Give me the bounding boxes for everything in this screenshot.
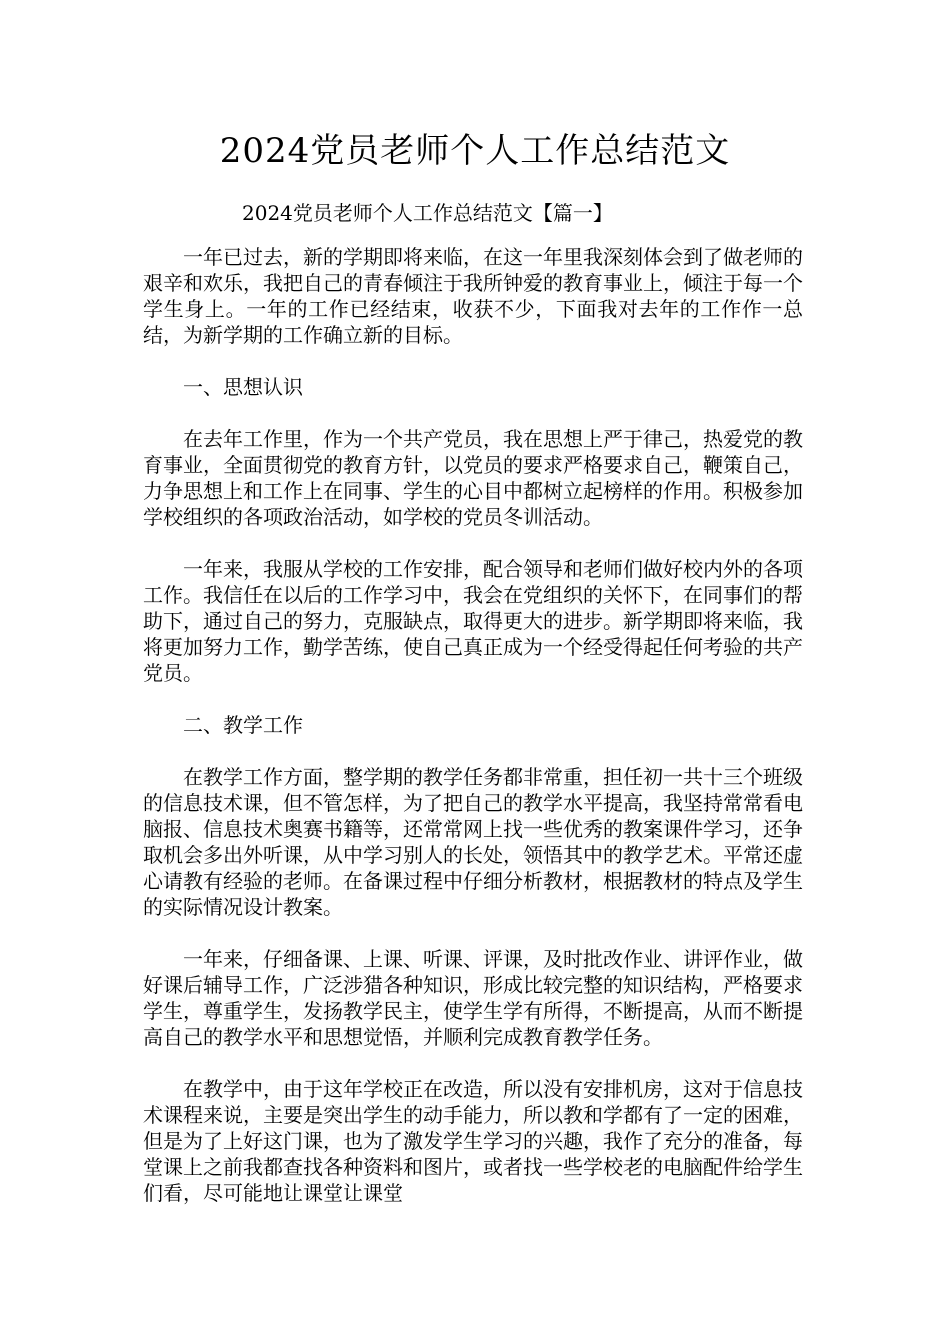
paragraph: 在教学中，由于这年学校正在改造，所以没有安排机房，这对于信息技术课程来说，主要是突出学生的动手能力，所以教和学都有了一定的困难，但是为了上好这门课，也为了激发学生学习的兴趣，我作了充分的准备，每堂课上之前我都查找各种资料和图片，或者找一些学校老的电脑配件给学生们看，尽可能地让课堂让课堂 xyxy=(143,1077,803,1205)
section-heading: 一、思想认识 xyxy=(183,375,303,399)
paragraph: 在教学工作方面，整学期的教学任务都非常重，担任初一共十三个班级的信息技术课，但不管怎样，为了把自己的教学水平提高，我坚持常常看电脑报、信息技术奥赛书籍等，还常常网上找一些优秀的教案课件学习，还争取机会多出外听课，从中学习别人的长处，领悟其中的教学艺术。平常还虚心请教有经验的老师。在备课过程中仔细分析教材，根据教材的特点及学生的实际情况设计教案。 xyxy=(143,765,803,919)
document-title: 2024党员老师个人工作总结范文 xyxy=(219,131,731,171)
paragraph: 在去年工作里，作为一个共产党员，我在思想上严于律己，热爱党的教育事业，全面贯彻党的教育方针，以党员的要求严格要求自己，鞭策自己，力争思想上和工作上在同事、学生的心目中都树立起榜样的作用。积极参加学校组织的各项政治活动，如学校的党员冬训活动。 xyxy=(143,427,803,529)
paragraph: 一年来，我服从学校的工作安排，配合领导和老师们做好校内外的各项工作。我信任在以后的工作学习中，我会在党组织的关怀下，在同事们的帮助下，通过自己的努力，克服缺点，取得更大的进步。新学期即将来临，我将更加努力工作，勤学苦练，使自己真正成为一个经受得起任何考验的共产党员。 xyxy=(143,557,803,685)
document-subtitle: 2024党员老师个人工作总结范文【篇一】 xyxy=(242,201,613,225)
paragraph: 一年来，仔细备课、上课、听课、评课，及时批改作业、讲评作业，做好课后辅导工作，广泛涉猎各种知识，形成比较完整的知识结构，严格要求学生，尊重学生，发扬教学民主，使学生学有所得，不断提高，从而不断提高自己的教学水平和思想觉悟，并顺利完成教育教学任务。 xyxy=(143,947,803,1049)
document-body xyxy=(143,244,803,1232)
paragraph: 一年已过去，新的学期即将来临，在这一年里我深刻体会到了做老师的艰辛和欢乐，我把自己的青春倾注于我所钟爱的教育事业上，倾注于每一个学生身上。一年的工作已经结束，收获不少，下面我对去年的工作作一总结，为新学期的工作确立新的目标。 xyxy=(143,245,803,347)
section-heading: 二、教学工作 xyxy=(183,713,303,737)
